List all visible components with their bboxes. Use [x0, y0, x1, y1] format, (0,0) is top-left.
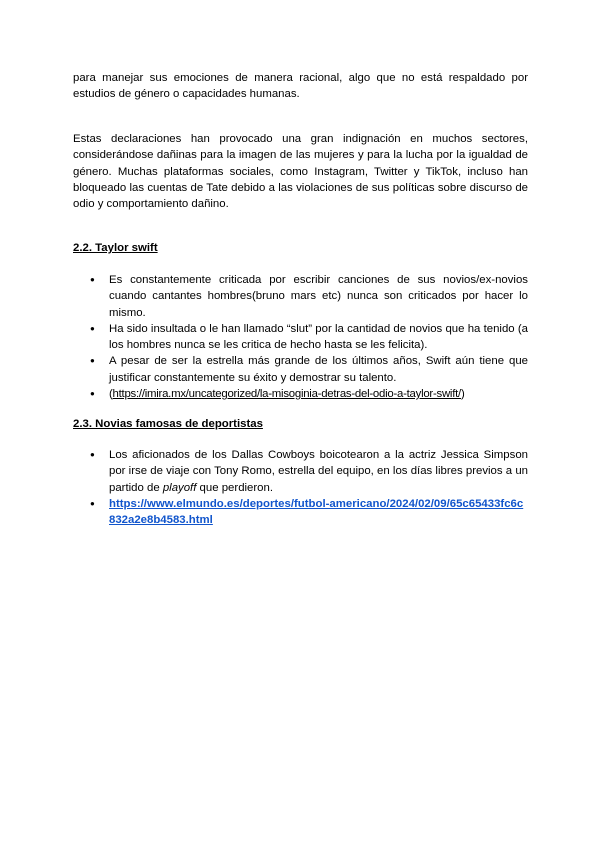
elmundo-link[interactable]: https://www.elmundo.es/deportes/futbol-americano/2024/02/09/65c65433fc6c832a2e8b4583.html — [109, 497, 524, 527]
list-item — [73, 447, 528, 496]
novias-list — [73, 447, 528, 528]
list-item: ● Ha sido insultada o le han llamado “slut” por la cantidad de novios que ha tenido (a los hombres nunca se les critica de hecho hasta se les felicita). — [73, 321, 528, 354]
list-item — [73, 386, 528, 402]
list-item — [73, 496, 528, 529]
heading-taylor-swift: 2.2. Taylor swift — [73, 242, 158, 254]
heading-novias-famosas: 2.3. Novias famosas de deportistas — [73, 418, 263, 430]
bullet-italic-text: playoff — [162, 481, 197, 494]
imira-link[interactable]: https://imira.mx/uncategorized/la-misoginia-detras-del-odio-a-taylor-swift/ — [112, 388, 461, 401]
taylor-swift-list — [73, 272, 528, 402]
bullet-text-end: que perdieron. — [196, 481, 274, 494]
list-item: ● A pesar de ser la estrella más grande de los últimos años, Swift aún tiene que justificar constantemente su éxito y demostrar su talento. — [73, 353, 528, 386]
paragraph-intro: para manejar sus emociones de manera racional, algo que no está respaldado por estudios de género o capacidades humanas. — [73, 72, 528, 101]
paragraph-reactions: Estas declaraciones han provocado una gran indignación en muchos sectores, considerándose dañinas para la imagen de las mujeres y para la lucha por la igualdad de género. Muchas plataformas sociales, como Instagram, Twitter y TikTok, incluso han bloqueado las cuentas de Tate debido a las violaciones de sus políticas sobre discurso de odio y comportamiento dañino. — [73, 133, 528, 211]
paren-open: ( — [109, 388, 113, 401]
paren-close: ) — [460, 388, 465, 401]
list-item: ● Es constantemente criticada por escribir canciones de sus novios/ex-novios cuando cantantes hombres(bruno mars etc) nunca son criticados por hacer lo mismo. — [73, 272, 528, 321]
bullet-text: Los aficionados de los Dallas Cowboys boicotearon a la actriz Jessica Simpson por irse de viaje con Tony Romo, estrella del equipo, en los días libres previos a un partido de — [109, 449, 528, 494]
